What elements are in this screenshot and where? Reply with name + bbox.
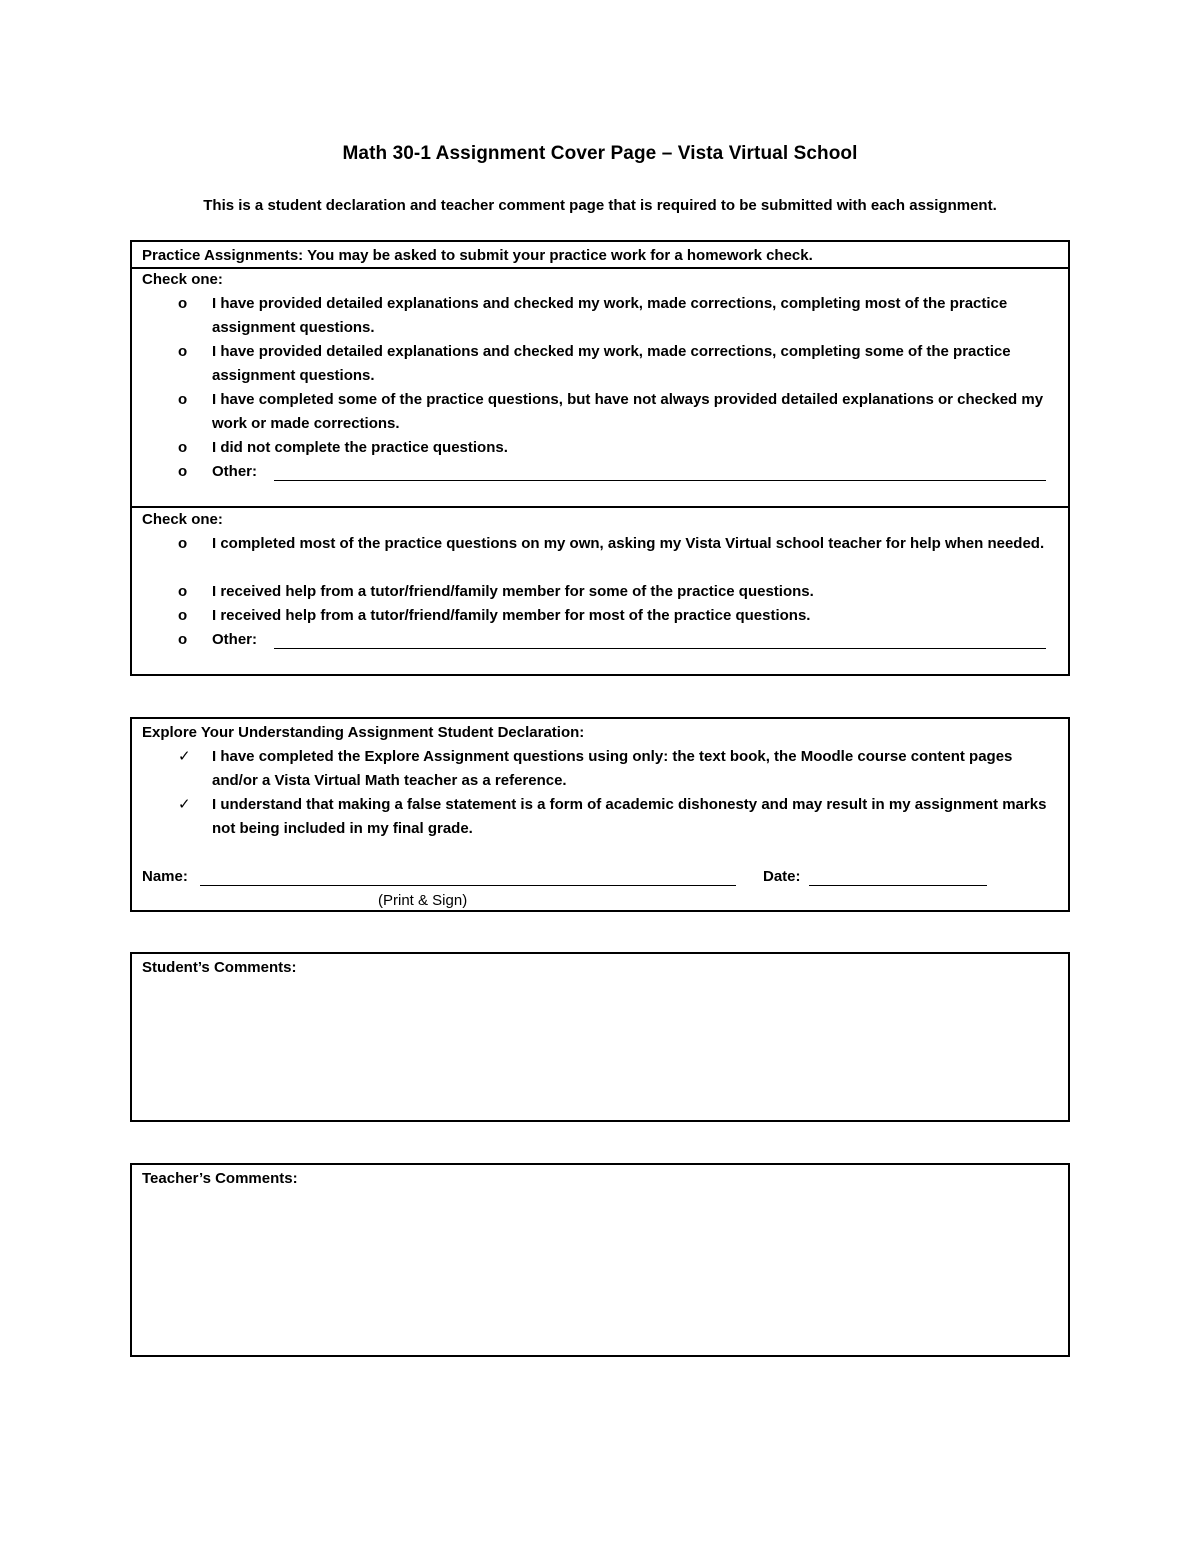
print-sign-hint: (Print & Sign) bbox=[378, 892, 468, 909]
section1-other-field[interactable] bbox=[274, 480, 1046, 481]
section1-option-4: I did not complete the practice questions. bbox=[212, 439, 508, 456]
section2-option-1-marker[interactable]: o bbox=[178, 535, 188, 552]
name-field[interactable] bbox=[200, 885, 736, 886]
name-label: Name: bbox=[142, 868, 188, 885]
section1-option-4-marker[interactable]: o bbox=[178, 439, 188, 456]
explore-box bbox=[130, 717, 1070, 912]
section2-option-4-marker[interactable]: o bbox=[178, 631, 188, 648]
section2-option-3-marker[interactable]: o bbox=[178, 607, 188, 624]
practice-box bbox=[130, 240, 1070, 676]
section1-option-1: I have provided detailed explanations and checked my work, made corrections, completing most of the practice assignment questions. bbox=[212, 295, 1008, 336]
section2-option-2-marker[interactable]: o bbox=[178, 583, 188, 600]
section1-option-other: Other: bbox=[212, 463, 257, 480]
section-divider bbox=[132, 506, 1068, 508]
page-title: Math 30-1 Assignment Cover Page – Vista Virtual School bbox=[342, 143, 858, 164]
section2-option-other: Other: bbox=[212, 631, 257, 648]
section2-option-2: I received help from a tutor/friend/family member for some of the practice questions. bbox=[212, 583, 814, 600]
check-icon: ✓ bbox=[178, 796, 191, 813]
section1-option-2: I have provided detailed explanations and checked my work, made corrections, completing some of the practice assignment questions. bbox=[212, 343, 1011, 384]
check-icon: ✓ bbox=[178, 748, 191, 765]
explore-statement-2: I understand that making a false statement is a form of academic dishonesty and may result in my assignment marks not being included in my final grade. bbox=[212, 796, 1047, 837]
teacher-comments-box[interactable] bbox=[130, 1163, 1070, 1357]
section2-option-3: I received help from a tutor/friend/family member for most of the practice questions. bbox=[212, 607, 811, 624]
section1-option-2-marker[interactable]: o bbox=[178, 343, 188, 360]
practice-header-divider bbox=[132, 267, 1068, 269]
page-subtitle: This is a student declaration and teacher comment page that is required to be submitted with each assignment. bbox=[203, 197, 997, 214]
student-comments-box[interactable] bbox=[130, 952, 1070, 1122]
section1-option-3-marker[interactable]: o bbox=[178, 391, 188, 408]
date-label: Date: bbox=[763, 868, 801, 885]
section1-option-1-marker[interactable]: o bbox=[178, 295, 188, 312]
explore-statement-1: I have completed the Explore Assignment questions using only: the text book, the Moodle course content pages and/or a Vista Virtual Math teacher as a reference. bbox=[212, 748, 1013, 789]
practice-header: Practice Assignments: You may be asked to submit your practice work for a homework check. bbox=[142, 247, 813, 264]
section1-option-3: I have completed some of the practice questions, but have not always provided detailed explanations or checked my work or made corrections. bbox=[212, 391, 1044, 432]
student-comments-label: Student’s Comments: bbox=[142, 959, 297, 976]
section1-option-5-marker[interactable]: o bbox=[178, 463, 188, 480]
section1-label: Check one: bbox=[142, 271, 223, 288]
date-field[interactable] bbox=[809, 885, 987, 886]
section2-other-field[interactable] bbox=[274, 648, 1046, 649]
section2-label: Check one: bbox=[142, 511, 223, 528]
teacher-comments-label: Teacher’s Comments: bbox=[142, 1170, 298, 1187]
section2-option-1: I completed most of the practice questions on my own, asking my Vista Virtual school teacher for help when needed. bbox=[212, 535, 1045, 552]
explore-header: Explore Your Understanding Assignment Student Declaration: bbox=[142, 724, 585, 741]
